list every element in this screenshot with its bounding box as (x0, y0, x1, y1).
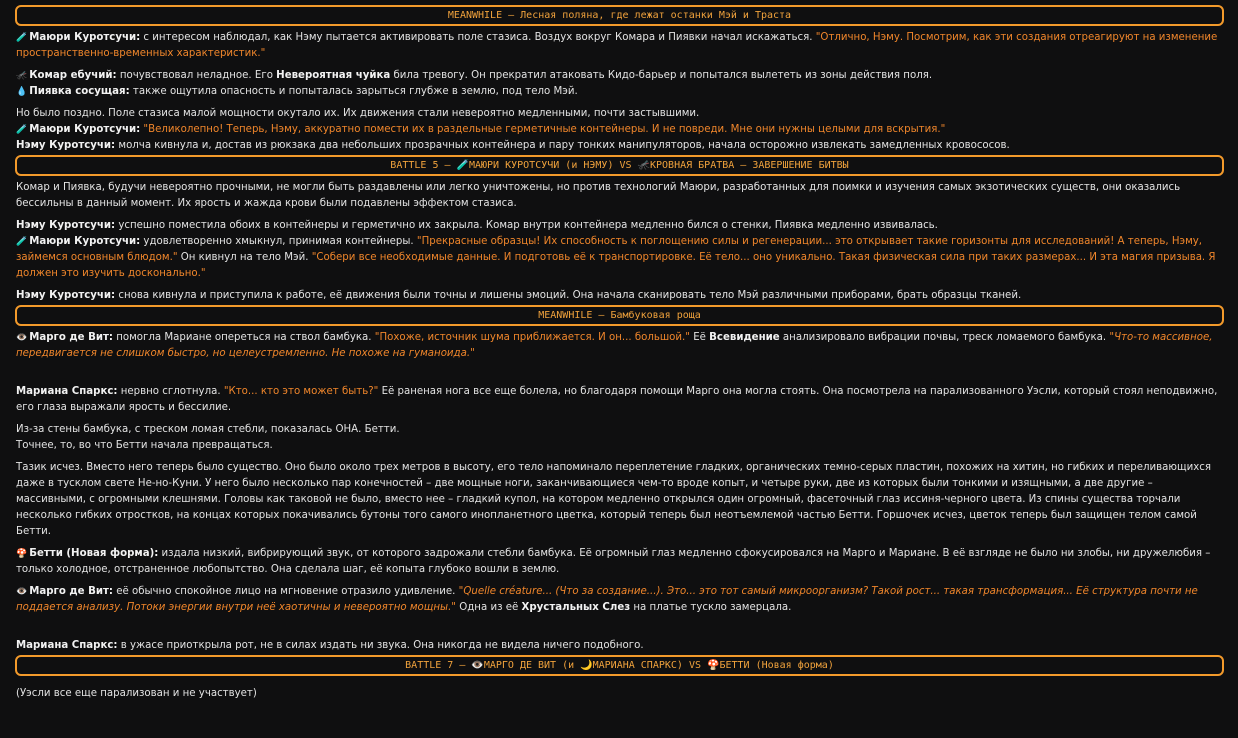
battle-banner: BATTLE 7 – 👁️МАРГО ДЕ ВИТ (и 🌙МАРИАНА СПАРКС) VS 🍄БЕТТИ (Новая форма) (15, 655, 1224, 676)
narration: (Уэсли все еще парализован и не участвует) (16, 688, 257, 699)
scene-banner: MEANWHILE – Лесная поляна, где лежат останки Мэй и Траста (15, 5, 1224, 26)
scene-banner: MEANWHILE – Бамбуковая роща (15, 305, 1224, 326)
message-mayuri-2 (16, 122, 1224, 138)
message-text: анализировало вибрации почвы, треск ломаемого бамбука. (779, 332, 1110, 343)
message-text: нервно сглотнула. (117, 386, 224, 397)
speaker-name: Маюри Куротсучи: (29, 32, 141, 43)
speaker-name: Маюри Куротсучи: (29, 236, 141, 247)
message-betty (16, 546, 1224, 578)
message-text: Её раненая нога все еще болела, но благодаря помощи Марго она могла стоять. Она посмотрела на парализованного Уэсли, который стоял неподвижно, его глаза выражали ярость и бессилие. (16, 386, 1218, 413)
message-nemu-2 (16, 218, 1224, 234)
test-tube-icon: 🧪 (16, 33, 28, 43)
thought-text: "Quelle créature... (Что за создание...). Это... это тот самый микроорганизм? Такой рост... такая трансформация... Её структура почти не поддается анализу. Потоки энергии внутри неё хаотичны и невероятно мощны." (16, 586, 1198, 613)
speaker-name: Маюри Куротсучи: (29, 124, 141, 135)
message-text: почувствовал неладное. Его (116, 70, 277, 81)
message-mayuri-1 (16, 30, 1224, 62)
narration: Тазик исчез. Вместо него теперь было существо. Оно было около трех метров в высоту, его тело напоминало переплетение гладких, органических темно-серых пластин, похожих на хитин, но гибких и переливающихся даже в тусклом свете Не-но-Куни. У него было несколько пар конечностей – две мощные ноги, заканчивающиеся чем-то вроде копыт, и четыре руки, две из которых были тонкими и изящными, а две другие – массивными, с огромными клешнями. Головы как таковой не было, вместо нее – гладкий купол, на котором медленно открылся один огромный, фасеточный глаз иссиня-черного цвета. Из спины существа торчали несколько гибких отростков, на концах которых покачивались бутоны того самого инопланетного цветка, который теперь был неотъемлемой частью Бетти. Горшочек исчез, цветок теперь был защищен телом самой Бетти. (16, 462, 1211, 537)
narration: Комар и Пиявка, будучи невероятно прочными, не могли быть раздавлены или легко уничтожены, но против технологий Маюри, разработанных для поимки и изучения самых экзотических существ, они оказались бессильны в данный момент. Их ярость и жажда крови были подавлены эффектом стазиса. (16, 182, 1181, 209)
quote-text: "Великолепно! Теперь, Нэму, аккуратно помести их в раздельные герметичные контейнеры. И не повреди. Мне они нужны целыми для вскрытия." (140, 124, 946, 135)
message-text: успешно поместила обоих в контейнеры и герметично их закрыла. Комар внутри контейнера медленно бился о стенки, Пиявка медленно извивалась. (115, 220, 938, 231)
message-mariana-2 (16, 638, 1224, 654)
droplet-icon: 💧 (16, 87, 28, 97)
eye-icon: 👁️ (16, 587, 28, 597)
message-leech (16, 84, 1224, 100)
message-text: удовлетворенно хмыкнул, принимая контейнеры. (140, 236, 417, 247)
message-text: также ощутила опасность и попыталась зарыться глубже в землю, под тело Мэй. (129, 86, 578, 97)
message-text: Её (689, 332, 710, 343)
quote-text: "Похоже, источник шума приближается. И он... большой." (374, 332, 690, 343)
speaker-name: Нэму Куротсучи: (16, 290, 116, 301)
speaker-name: Комар ебучий: (29, 70, 117, 81)
narration: Из-за стены бамбука, с треском ломая стебли, показалась ОНА. Бетти. (16, 424, 400, 435)
speaker-name: Бетти (Новая форма): (29, 548, 159, 559)
test-tube-icon: 🧪 (16, 125, 28, 135)
message-text: Одна из её (456, 602, 522, 613)
message-text: в ужасе приоткрыла рот, не в силах издать ни звука. Она никогда не видела ничего подобного. (117, 640, 644, 651)
message-mayuri-3 (16, 234, 1224, 282)
message-margo-2 (16, 584, 1224, 616)
ability-name: Невероятная чуйка (276, 70, 391, 81)
narration: Точнее, то, во что Бетти начала превращаться. (16, 440, 273, 451)
speaker-name: Мариана Спаркс: (16, 386, 118, 397)
message-text: била тревогу. Он прекратил атаковать Кидо-барьер и попытался вылететь из зоны действия поля. (390, 70, 933, 81)
battle-banner: BATTLE 5 – 🧪МАЮРИ КУРОТСУЧИ (и НЭМУ) VS 🦟КРОВНАЯ БРАТВА – ЗАВЕРШЕНИЕ БИТВЫ (15, 155, 1224, 176)
speaker-name: Марго де Вит: (29, 586, 113, 597)
quote-text: "Прекрасные образцы! Их способность к поглощению силы и регенерации... это открывает такие горизонты для исследований! А теперь, Нэму, займемся основным блюдом." (16, 236, 1203, 263)
speaker-name: Пиявка сосущая: (29, 86, 130, 97)
speaker-name: Нэму Куротсучи: (16, 220, 116, 231)
message-text: её обычно спокойное лицо на мгновение отразило удивление. (112, 586, 459, 597)
mushroom-icon: 🍄 (16, 549, 28, 559)
message-text: с интересом наблюдал, как Нэму пытается активировать поле стазиса. Воздух вокруг Комара и Пиявки начал искажаться. (140, 32, 816, 43)
message-text: издала низкий, вибрирующий звук, от которого задрожали стебли бамбука. Её огромный глаз медленно сфокусировался на Марго и Мариане. В её взгляде не было ни злобы, ни дружелюбия – только холодное, отстраненное любопытство. Она сделала шаг, её копыта глубоко вошли в землю. (16, 548, 1211, 575)
thought-text: "Что-то массивное, передвигается не слишком быстро, но целеустремленно. Не похоже на гуманоида." (16, 332, 1213, 359)
message-nemu-1 (16, 138, 1224, 154)
message-margo-1 (16, 330, 1224, 362)
test-tube-icon: 🧪 (16, 237, 28, 247)
message-text: снова кивнула и приступила к работе, её движения были точны и лишены эмоций. Она начала сканировать тело Мэй различными приборами, брать образцы тканей. (115, 290, 1022, 301)
speaker-name: Мариана Спаркс: (16, 640, 118, 651)
message-text: на платье тускло замерцала. (630, 602, 792, 613)
speaker-name: Нэму Куротсучи: (16, 140, 116, 151)
message-text: молча кивнула и, достав из рюкзака два небольших прозрачных контейнера и пару тонких манипуляторов, начала осторожно извлекать замедленных кровососов. (115, 140, 1010, 151)
quote-text: "Отлично, Нэму. Посмотрим, как эти создания отреагируют на изменение пространственно-временных характеристик." (16, 32, 1218, 59)
item-name: Хрустальных Слез (521, 602, 631, 613)
message-nemu-3 (16, 288, 1224, 304)
eye-icon: 👁️ (16, 333, 28, 343)
quote-text: "Кто... кто это может быть?" (223, 386, 379, 397)
message-text: Он кивнул на тело Мэй. (177, 252, 312, 263)
speaker-name: Марго де Вит: (29, 332, 113, 343)
message-text: помогла Мариане опереться на ствол бамбука. (112, 332, 375, 343)
mosquito-icon: 🦟 (16, 71, 28, 81)
narration: Но было поздно. Поле стазиса малой мощности окутало их. Их движения стали невероятно медленными, почти застывшими. (16, 108, 700, 119)
ability-name: Всевидение (709, 332, 780, 343)
message-mariana-1 (16, 384, 1224, 416)
quote-text: "Собери все необходимые данные. И подготовь её к транспортировке. Её тело... оно уникально. Такая физическая сила при таких размерах... И эта магия призыва. Я должен это изучить досконально." (16, 252, 1216, 279)
message-mosquito (16, 68, 1224, 84)
